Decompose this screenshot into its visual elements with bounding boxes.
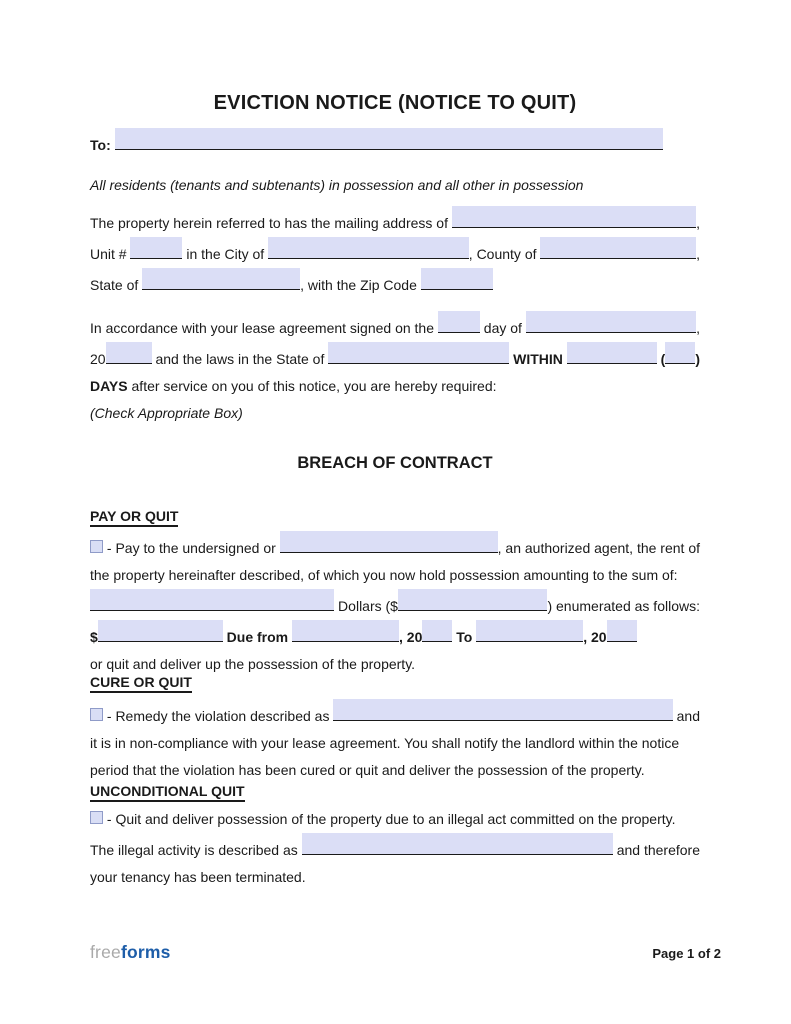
county-label: , County of — [468, 246, 541, 262]
property-line-2 — [90, 237, 700, 268]
cure-line-2: it is in non-compliance with your lease agreement. You shall notify the landlord within the notice — [90, 735, 680, 751]
check-appropriate-box-note: (Check Appropriate Box) — [90, 405, 243, 421]
breach-of-contract-heading: BREACH OF CONTRACT — [297, 454, 493, 472]
uncond-line-1: - Quit and deliver possession of the property due to an illegal act committed on the property. — [90, 806, 700, 833]
city-field[interactable] — [268, 237, 469, 259]
due-from-year-field[interactable] — [422, 620, 452, 642]
amount-due-field[interactable] — [98, 620, 223, 642]
pay-line-3 — [90, 589, 700, 620]
unconditional-quit-heading: UNCONDITIONAL QUIT — [90, 781, 700, 801]
comma-text: , — [696, 320, 700, 336]
laws-state-label: and the laws in the State of — [151, 351, 329, 367]
authorized-agent-text: , an authorized agent, the rent of — [497, 540, 700, 556]
property-address-paragraph — [90, 206, 700, 299]
property-line-1 — [90, 206, 700, 237]
cure-or-quit-heading: CURE OR QUIT — [90, 672, 700, 692]
illegal-activity-label: The illegal activity is described as — [90, 842, 302, 858]
logo-free-text: free — [90, 942, 121, 962]
laws-state-field[interactable] — [328, 342, 509, 364]
illegal-activity-field[interactable] — [302, 833, 613, 855]
day-of-label: day of — [479, 320, 526, 336]
to-line — [90, 128, 700, 159]
property-line-3 — [90, 268, 700, 299]
within-days-words-field[interactable] — [567, 342, 657, 364]
cure-line-3: period that the violation has been cured or quit and deliver the possession of the property. — [90, 762, 645, 778]
unit-number-label: Unit # — [90, 246, 131, 262]
amount-words-field[interactable] — [90, 589, 334, 611]
dollar-sign-label: $ — [90, 629, 98, 645]
comma-text: , — [696, 246, 701, 262]
cure-or-quit-checkbox[interactable] — [90, 708, 103, 721]
days-label: DAYS — [90, 378, 128, 394]
due-to-year-field[interactable] — [607, 620, 637, 642]
pay-or-quit-section — [90, 531, 700, 678]
to-field[interactable] — [115, 128, 663, 150]
mailing-address-label: The property herein referred to has the mailing address of — [90, 215, 452, 231]
mailing-address-field[interactable] — [452, 206, 696, 228]
amount-numeric-field[interactable] — [398, 589, 548, 611]
unit-number-field[interactable] — [130, 237, 182, 259]
pay-undersigned-label: - Pay to the undersigned or — [103, 540, 280, 556]
lease-line-2 — [90, 342, 700, 373]
logo-forms-text: forms — [120, 942, 171, 962]
signed-on-label: In accordance with your lease agreement signed on the — [90, 320, 438, 336]
and-text: and — [672, 708, 700, 724]
year-prefix-label: 20 — [90, 351, 106, 367]
county-field[interactable] — [540, 237, 696, 259]
comma-text: , — [696, 215, 700, 231]
zip-code-field[interactable] — [421, 268, 493, 290]
hereby-required-text: after service on you of this notice, you are hereby required: — [127, 378, 497, 394]
unconditional-quit-checkbox[interactable] — [90, 811, 103, 824]
lease-line-1 — [90, 311, 700, 342]
pay-line-4 — [90, 620, 700, 651]
residents-subtitle: All residents (tenants and subtenants) in possession and all other in possession — [90, 177, 584, 193]
page-number: Page 1 of 2 — [652, 946, 721, 961]
cure-or-quit-section — [90, 699, 700, 784]
within-label: WITHIN — [509, 351, 567, 367]
due-from-date-field[interactable] — [292, 620, 399, 642]
freeforms-logo — [90, 942, 171, 963]
signed-month-field[interactable] — [526, 311, 696, 333]
remedy-violation-label: - Remedy the violation described as — [103, 708, 334, 724]
page-footer — [90, 942, 721, 963]
open-paren-text: ( — [656, 351, 666, 367]
due-to-date-field[interactable] — [476, 620, 583, 642]
lease-line-3 — [90, 373, 700, 400]
lease-agreement-paragraph — [90, 311, 700, 427]
city-label: in the City of — [182, 246, 269, 262]
violation-description-field[interactable] — [333, 699, 672, 721]
state-label: State of — [90, 277, 143, 293]
unconditional-quit-section — [90, 806, 700, 891]
enumerated-label: ) enumerated as follows: — [547, 598, 700, 614]
to-label: To — [452, 629, 477, 645]
close-paren-text: ) — [695, 351, 700, 367]
zip-code-label: , with the Zip Code — [300, 277, 421, 293]
state-field[interactable] — [142, 268, 300, 290]
due-from-label: Due from — [222, 629, 293, 645]
pay-or-quit-heading: PAY OR QUIT — [90, 506, 700, 526]
authorized-agent-field[interactable] — [280, 531, 498, 553]
document-title: EVICTION NOTICE (NOTICE TO QUIT) — [213, 92, 577, 114]
dollars-label: Dollars ($ — [334, 598, 398, 614]
uncond-line-3: your tenancy has been terminated. — [90, 869, 306, 885]
and-therefore-text: and therefore — [612, 842, 700, 858]
pay-line-2: the property hereinafter described, of which you now hold possession amounting to the sum of: — [90, 567, 678, 583]
to-label: To: — [90, 137, 115, 153]
pay-or-quit-checkbox[interactable] — [90, 540, 103, 553]
pay-line-1 — [90, 531, 700, 562]
within-days-number-field[interactable] — [665, 342, 695, 364]
uncond-line-2 — [90, 833, 700, 864]
year-prefix-label: , 20 — [583, 629, 607, 645]
pay-line-5: or quit and deliver up the possession of the property. — [90, 656, 416, 672]
signed-day-field[interactable] — [438, 311, 480, 333]
year-prefix-label: , 20 — [399, 629, 423, 645]
cure-line-1 — [90, 699, 700, 730]
signed-year-field[interactable] — [106, 342, 152, 364]
